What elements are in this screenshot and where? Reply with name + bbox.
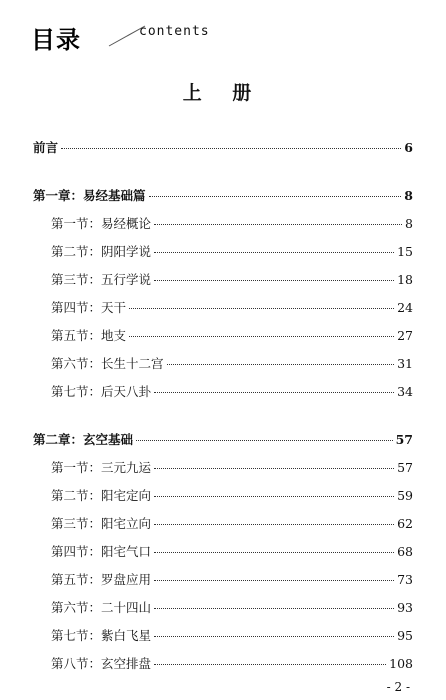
toc-entry-label: 前言 xyxy=(33,140,59,155)
logo-text: 目录 xyxy=(31,26,81,54)
toc-entry-label: 第四节：天干 xyxy=(51,300,127,315)
toc-entry-page: 73 xyxy=(397,572,413,587)
toc-section[interactable] xyxy=(33,622,413,650)
header-logo xyxy=(31,18,241,54)
toc-entry-label: 第六节：二十四山 xyxy=(51,600,152,615)
toc-entry-page: 8 xyxy=(404,188,413,203)
leader-dots xyxy=(154,252,394,253)
leader-dots xyxy=(129,308,394,309)
toc-entry-page: 34 xyxy=(397,384,413,399)
toc-section[interactable] xyxy=(33,266,413,294)
toc-chapter-2[interactable] xyxy=(33,426,413,454)
toc-entry-label: 第六节：长生十二宫 xyxy=(51,356,164,371)
toc-chapter-1[interactable] xyxy=(33,182,413,210)
toc-entry-label: 第二章：玄空基础 xyxy=(33,432,134,447)
toc-entry-label: 第一节：三元九运 xyxy=(51,460,152,475)
leader-dots xyxy=(61,148,401,149)
toc-entry-page: 59 xyxy=(397,488,413,503)
leader-dots xyxy=(149,196,402,197)
leader-dots xyxy=(154,580,394,581)
toc-entry-page: 24 xyxy=(397,300,413,315)
toc-entry-label: 第四节：阳宅气口 xyxy=(51,544,152,559)
toc-entry-page: 108 xyxy=(389,656,413,671)
toc-section[interactable] xyxy=(33,454,413,482)
toc-entry-label: 第七节：后天八卦 xyxy=(51,384,152,399)
toc-section[interactable] xyxy=(33,482,413,510)
leader-dots xyxy=(154,468,394,469)
toc-section[interactable] xyxy=(33,650,413,678)
toc-section[interactable] xyxy=(33,294,413,322)
toc-entry-label: 第三节：五行学说 xyxy=(51,272,152,287)
leader-dots xyxy=(129,336,394,337)
toc-entry-page: 57 xyxy=(397,460,413,475)
toc-entry-label: 第一章：易经基础篇 xyxy=(33,188,146,203)
toc-entry-page: 68 xyxy=(397,544,413,559)
table-of-contents xyxy=(33,134,413,678)
page-number: - 2 - xyxy=(386,680,410,694)
toc-entry-page: 15 xyxy=(397,244,413,259)
toc-section[interactable] xyxy=(33,238,413,266)
toc-section[interactable] xyxy=(33,510,413,538)
leader-dots xyxy=(154,552,394,553)
leader-dots xyxy=(154,664,386,665)
toc-entry-label: 第五节：罗盘应用 xyxy=(51,572,152,587)
leader-dots xyxy=(136,440,393,441)
toc-entry-label: 第五节：地支 xyxy=(51,328,127,343)
leader-dots xyxy=(154,496,394,497)
toc-entry-page: 27 xyxy=(397,328,413,343)
leader-dots xyxy=(154,224,402,225)
leader-dots xyxy=(154,280,394,281)
toc-entry-label: 第二节：阴阳学说 xyxy=(51,244,152,259)
toc-section[interactable] xyxy=(33,322,413,350)
leader-dots xyxy=(154,608,394,609)
toc-entry-label: 第一节：易经概论 xyxy=(51,216,152,231)
toc-entry-page: 8 xyxy=(405,216,413,231)
toc-entry-page: 95 xyxy=(397,628,413,643)
volume-title: 上 册 xyxy=(182,82,264,104)
toc-entry-label: 第八节：玄空排盘 xyxy=(51,656,152,671)
toc-section[interactable] xyxy=(33,210,413,238)
toc-entry-label: 第二节：阳宅定向 xyxy=(51,488,152,503)
toc-entry-page: 93 xyxy=(397,600,413,615)
leader-dots xyxy=(167,364,395,365)
toc-entry-page: 62 xyxy=(397,516,413,531)
toc-section[interactable] xyxy=(33,378,413,406)
toc-section[interactable] xyxy=(33,566,413,594)
logo-subtitle: contents xyxy=(139,24,210,39)
leader-dots xyxy=(154,524,394,525)
toc-entry-page: 31 xyxy=(397,356,413,371)
toc-entry-label: 第三节：阳宅立向 xyxy=(51,516,152,531)
leader-dots xyxy=(154,636,394,637)
toc-entry-label: 第七节：紫白飞星 xyxy=(51,628,152,643)
toc-section[interactable] xyxy=(33,594,413,622)
toc-section[interactable] xyxy=(33,350,413,378)
toc-entry-page: 18 xyxy=(397,272,413,287)
toc-entry-page: 57 xyxy=(395,432,413,447)
toc-section[interactable] xyxy=(33,538,413,566)
toc-entry-page: 6 xyxy=(404,140,413,155)
toc-entry-preface[interactable] xyxy=(33,134,413,162)
leader-dots xyxy=(154,392,394,393)
